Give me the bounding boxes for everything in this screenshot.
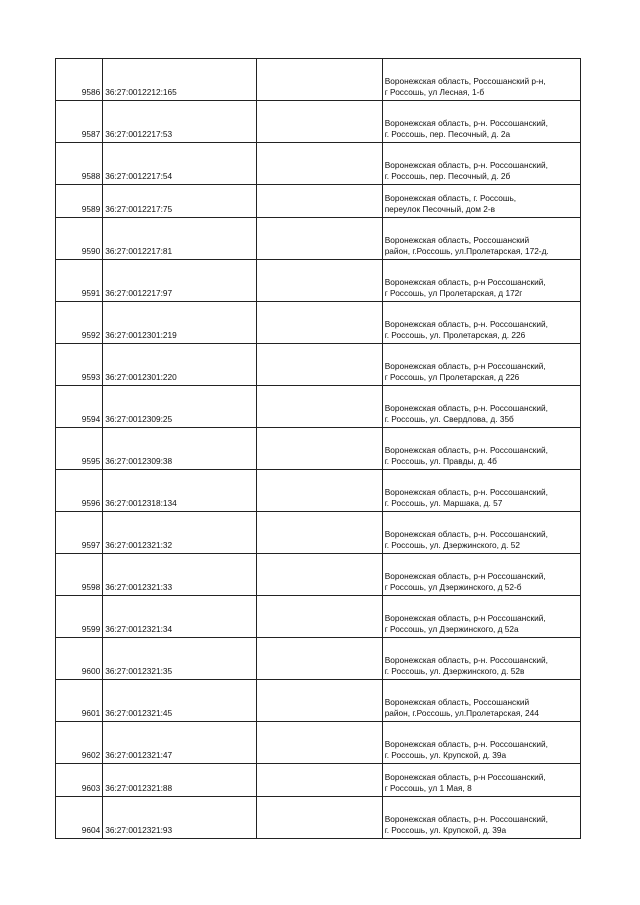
- cadastral-number-cell: 36:27:0012217:54: [103, 143, 257, 185]
- address-cell: [382, 260, 580, 302]
- address-cell: [382, 143, 580, 185]
- row-number-cell: 9596: [56, 470, 103, 512]
- empty-cell: [257, 218, 382, 260]
- cadastral-table: [55, 58, 581, 839]
- empty-cell: [257, 302, 382, 344]
- table-body: [56, 59, 581, 839]
- row-number-cell: 9601: [56, 680, 103, 722]
- empty-cell: [257, 470, 382, 512]
- address-line: Воронежская область, р-н Россошанский,: [384, 277, 546, 288]
- address-line: Воронежская область, г. Россошь,: [384, 193, 517, 204]
- address-line: Воронежская область, Россошанский р-н,: [384, 76, 546, 87]
- cadastral-number-cell: 36:27:0012217:97: [103, 260, 257, 302]
- address-line: Воронежская область, р-н. Россошанский,: [384, 118, 548, 129]
- address-cell: [382, 596, 580, 638]
- empty-cell: [257, 59, 382, 101]
- address-line: г. Россошь, ул. Маршака, д. 57: [384, 498, 503, 509]
- row-number-cell: 9603: [56, 764, 103, 797]
- table-row: [56, 638, 581, 680]
- address-cell: [382, 218, 580, 260]
- empty-cell: [257, 638, 382, 680]
- row-number-cell: 9591: [56, 260, 103, 302]
- row-number-cell: 9602: [56, 722, 103, 764]
- table-row: [56, 470, 581, 512]
- cadastral-number-cell: 36:27:0012309:25: [103, 386, 257, 428]
- empty-cell: [257, 185, 382, 218]
- row-number-cell: 9594: [56, 386, 103, 428]
- row-number-cell: 9592: [56, 302, 103, 344]
- empty-cell: [257, 596, 382, 638]
- address-cell: [382, 512, 580, 554]
- address-cell: [382, 428, 580, 470]
- address-cell: [382, 470, 580, 512]
- empty-cell: [257, 797, 382, 839]
- empty-cell: [257, 680, 382, 722]
- table-row: [56, 302, 581, 344]
- cadastral-number-cell: 36:27:0012321:33: [103, 554, 257, 596]
- address-line: г. Россошь, ул. Крупской, д. 39а: [384, 750, 507, 761]
- empty-cell: [257, 143, 382, 185]
- address-line: г. Россошь, ул. Крупской, д. 39а: [384, 825, 507, 836]
- cadastral-number-cell: 36:27:0012321:34: [103, 596, 257, 638]
- address-line: переулок Песочный, дом 2-в: [384, 204, 495, 215]
- row-number-cell: 9588: [56, 143, 103, 185]
- address-cell: [382, 101, 580, 143]
- address-line: Воронежская область, р-н. Россошанский,: [384, 814, 548, 825]
- cadastral-number-cell: 36:27:0012321:47: [103, 722, 257, 764]
- address-line: г. Россошь, пер. Песочный, д. 2а: [384, 129, 511, 140]
- row-number-cell: 9600: [56, 638, 103, 680]
- row-number-cell: 9595: [56, 428, 103, 470]
- table-row: [56, 554, 581, 596]
- row-number-cell: 9589: [56, 185, 103, 218]
- address-line: Воронежская область, р-н Россошанский,: [384, 772, 546, 783]
- row-number-cell: 9590: [56, 218, 103, 260]
- address-cell: [382, 185, 580, 218]
- address-cell: [382, 386, 580, 428]
- address-line: Воронежская область, р-н. Россошанский,: [384, 655, 548, 666]
- cadastral-number-cell: 36:27:0012321:35: [103, 638, 257, 680]
- address-line: г. Россошь, ул. Пролетарская, д. 226: [384, 330, 526, 341]
- table-row: [56, 386, 581, 428]
- cadastral-number-cell: 36:27:0012217:81: [103, 218, 257, 260]
- address-line: Воронежская область, р-н Россошанский,: [384, 613, 546, 624]
- address-line: Воронежская область, р-н. Россошанский,: [384, 403, 548, 414]
- address-line: Воронежская область, р-н. Россошанский,: [384, 487, 548, 498]
- address-line: Воронежская область, Россошанский: [384, 697, 530, 708]
- address-line: Воронежская область, р-н. Россошанский,: [384, 739, 548, 750]
- cadastral-number-cell: 36:27:0012217:75: [103, 185, 257, 218]
- table-row: [56, 101, 581, 143]
- table-row: [56, 428, 581, 470]
- address-line: Воронежская область, р-н. Россошанский,: [384, 445, 548, 456]
- cadastral-number-cell: 36:27:0012321:88: [103, 764, 257, 797]
- table-row: [56, 764, 581, 797]
- address-line: г Россошь, ул Дзержинского, д 52а: [384, 624, 519, 635]
- address-line: г. Россошь, ул. Дзержинского, д. 52в: [384, 666, 525, 677]
- cadastral-number-cell: 36:27:0012217:53: [103, 101, 257, 143]
- address-line: Воронежская область, р-н Россошанский,: [384, 571, 546, 582]
- cadastral-number-cell: 36:27:0012321:93: [103, 797, 257, 839]
- address-cell: [382, 680, 580, 722]
- row-number-cell: 9598: [56, 554, 103, 596]
- address-line: район, г.Россошь, ул.Пролетарская, 172-д.: [384, 246, 549, 257]
- address-cell: [382, 344, 580, 386]
- row-number-cell: 9587: [56, 101, 103, 143]
- address-cell: [382, 554, 580, 596]
- empty-cell: [257, 512, 382, 554]
- address-line: Воронежская область, р-н Россошанский,: [384, 361, 546, 372]
- empty-cell: [257, 344, 382, 386]
- address-line: Воронежская область, р-н. Россошанский,: [384, 319, 548, 330]
- table-row: [56, 344, 581, 386]
- row-number-cell: 9599: [56, 596, 103, 638]
- address-line: г. Россошь, ул. Дзержинского, д. 52: [384, 540, 520, 551]
- address-line: г. Россошь, ул. Правды, д. 4б: [384, 456, 497, 467]
- address-cell: [382, 59, 580, 101]
- address-line: Воронежская область, Россошанский: [384, 235, 530, 246]
- row-number-cell: 9604: [56, 797, 103, 839]
- table-row: [56, 797, 581, 839]
- empty-cell: [257, 386, 382, 428]
- address-line: г. Россошь, ул. Свердлова, д. 35б: [384, 414, 514, 425]
- address-line: г Россошь, ул Пролетарская, д 226: [384, 372, 520, 383]
- table-row: [56, 59, 581, 101]
- address-line: г. Россошь, пер. Песочный, д. 2б: [384, 171, 511, 182]
- address-line: г Россошь, ул Лесная, 1-б: [384, 87, 485, 98]
- empty-cell: [257, 428, 382, 470]
- table-row: [56, 512, 581, 554]
- cadastral-number-cell: 36:27:0012301:220: [103, 344, 257, 386]
- cadastral-number-cell: 36:27:0012321:45: [103, 680, 257, 722]
- cadastral-number-cell: 36:27:0012309:38: [103, 428, 257, 470]
- address-cell: [382, 638, 580, 680]
- address-line: Воронежская область, р-н. Россошанский,: [384, 529, 548, 540]
- cadastral-number-cell: 36:27:0012301:219: [103, 302, 257, 344]
- row-number-cell: 9593: [56, 344, 103, 386]
- address-cell: [382, 797, 580, 839]
- empty-cell: [257, 722, 382, 764]
- address-line: г Россошь, ул Пролетарская, д 172г: [384, 288, 523, 299]
- table-row: [56, 218, 581, 260]
- table-row: [56, 260, 581, 302]
- address-line: г Россошь, ул Дзержинского, д 52-б: [384, 582, 522, 593]
- empty-cell: [257, 101, 382, 143]
- address-cell: [382, 764, 580, 797]
- address-cell: [382, 302, 580, 344]
- cadastral-number-cell: 36:27:0012318:134: [103, 470, 257, 512]
- table-row: [56, 185, 581, 218]
- empty-cell: [257, 764, 382, 797]
- table-row: [56, 596, 581, 638]
- address-line: Воронежская область, р-н. Россошанский,: [384, 160, 548, 171]
- address-cell: [382, 722, 580, 764]
- row-number-cell: 9586: [56, 59, 103, 101]
- table-row: [56, 722, 581, 764]
- address-line: район, г.Россошь, ул.Пролетарская, 244: [384, 708, 539, 719]
- cadastral-number-cell: 36:27:0012212:165: [103, 59, 257, 101]
- table-row: [56, 680, 581, 722]
- empty-cell: [257, 554, 382, 596]
- row-number-cell: 9597: [56, 512, 103, 554]
- table-row: [56, 143, 581, 185]
- address-line: г Россошь, ул 1 Мая, 8: [384, 783, 472, 794]
- empty-cell: [257, 260, 382, 302]
- cadastral-number-cell: 36:27:0012321:32: [103, 512, 257, 554]
